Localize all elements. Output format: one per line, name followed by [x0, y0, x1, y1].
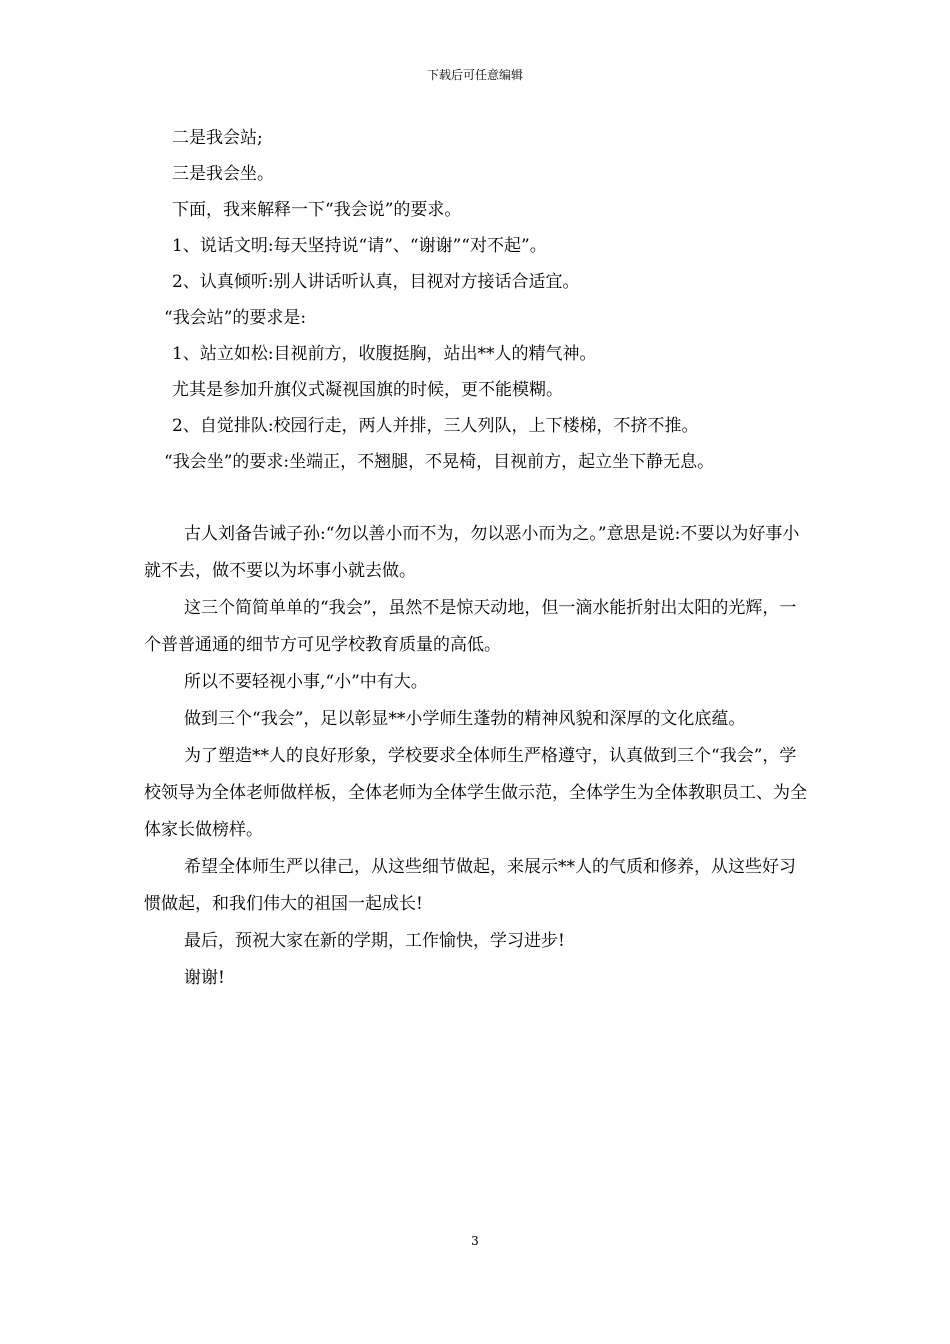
text-line: “我会站”的要求是: — [164, 308, 307, 328]
text-line: 下面，我来解释一下“我会说”的要求。 — [172, 200, 462, 220]
paragraph: 谢谢! — [184, 968, 225, 988]
paragraph: 古人刘备告诫子孙:“勿以善小而不为，勿以恶小而为之。”意思是说:不要以为好事小就不去，做不要以为坏事小就去做。 — [144, 524, 800, 581]
document-body — [144, 128, 824, 997]
paragraph-spacer — [144, 488, 824, 516]
paragraph: 所以不要轻视小事,“小”中有大。 — [184, 672, 428, 692]
page-number: 3 — [471, 1234, 479, 1248]
text-line: 二是我会站; — [172, 128, 263, 148]
page-header: 下载后可任意编辑 — [426, 68, 523, 82]
paragraph: 为了塑造**人的良好形象，学校要求全体师生严格遵守，认真做到三个“我会”，学校领导为全体老师做样板，全体老师为全体学生做示范，全体学生为全体教职员工、为全体家长做榜样。 — [144, 746, 807, 840]
text-line: 2、认真倾听:别人讲话听认真，目视对方接话合适宜。 — [172, 272, 580, 292]
paragraph: 做到三个“我会”，足以彰显**小学师生蓬勃的精神风貌和深厚的文化底蕴。 — [184, 709, 746, 729]
paragraph: 希望全体师生严以律己，从这些细节做起，来展示**人的气质和修养，从这些好习惯做起，和我们伟大的祖国一起成长! — [144, 857, 796, 914]
text-line: 1、说话文明:每天坚持说“请”、“谢谢”“对不起”。 — [172, 236, 547, 256]
paragraph: 最后，预祝大家在新的学期，工作愉快，学习进步! — [184, 931, 565, 951]
text-line: 三是我会坐。 — [172, 164, 274, 184]
text-line: 1、站立如松:目视前方，收腹挺胸，站出**人的精气神。 — [172, 344, 597, 364]
text-line: “我会坐”的要求:坐端正，不翘腿，不晃椅，目视前方，起立坐下静无息。 — [164, 452, 715, 472]
paragraph: 这三个简简单单的“我会”，虽然不是惊天动地，但一滴水能折射出太阳的光辉，一个普普通通的细节方可见学校教育质量的高低。 — [144, 598, 797, 655]
text-line: 尤其是参加升旗仪式凝视国旗的时候，更不能模糊。 — [172, 380, 563, 400]
text-line: 2、自觉排队:校园行走，两人并排，三人列队，上下楼梯，不挤不推。 — [172, 416, 699, 436]
